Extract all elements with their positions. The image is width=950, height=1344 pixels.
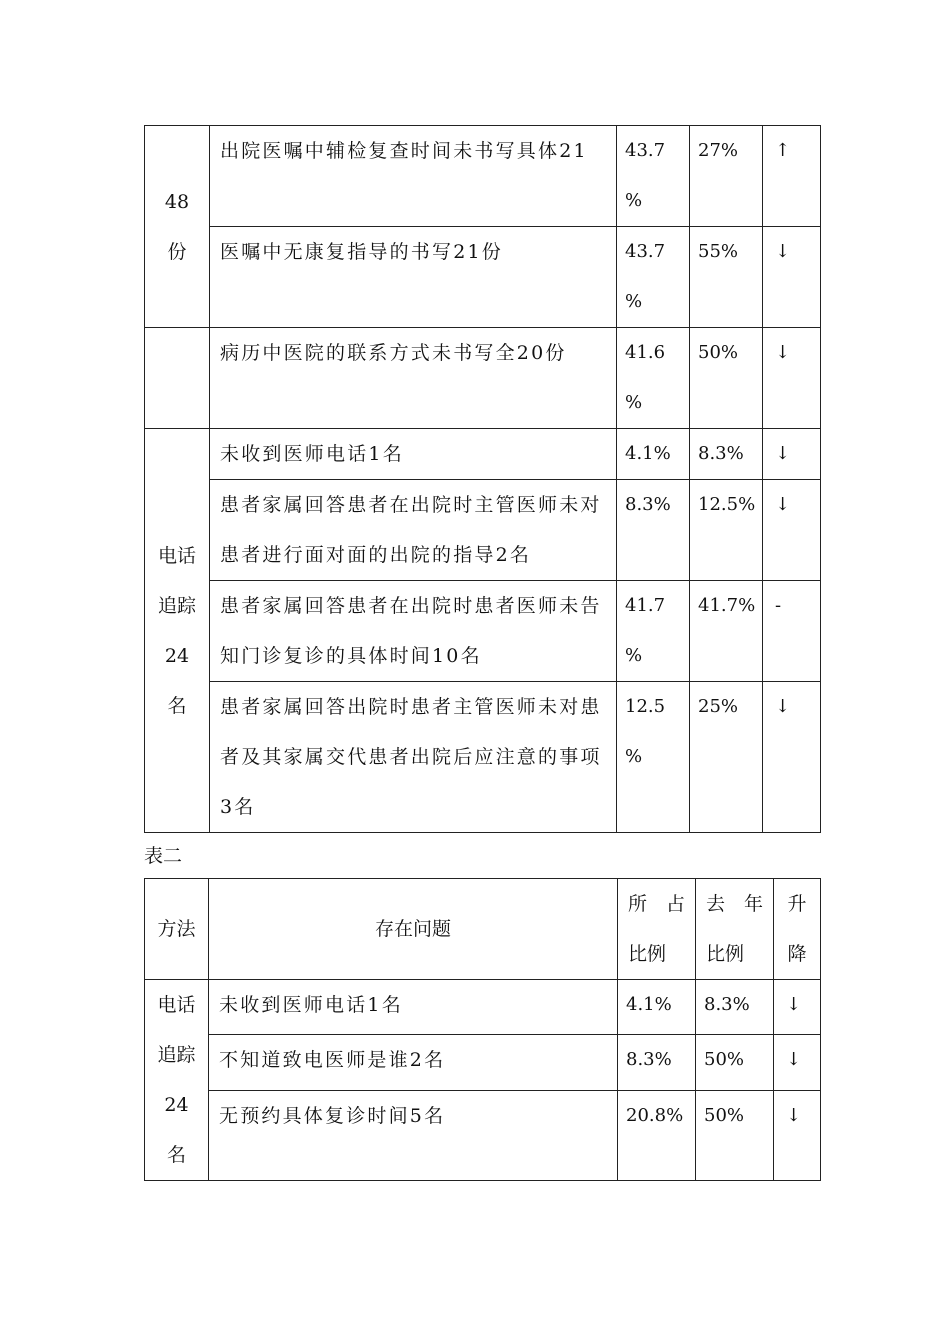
table-row — [145, 429, 821, 480]
table-row — [145, 227, 821, 328]
table-row — [145, 480, 821, 581]
table-row — [145, 980, 821, 1035]
table-row — [145, 682, 821, 833]
trend-down-icon: ↓ — [774, 1035, 821, 1090]
problem-cell: 未收到医师电话1名 — [209, 980, 618, 1035]
problem-cell: 患者家属回答患者在出院时患者医师未告知门诊复诊的具体时间10名 — [210, 581, 617, 682]
problems-table-2 — [144, 878, 821, 1181]
last-year-cell: 55% — [690, 227, 763, 328]
last-year-cell: 27% — [690, 126, 763, 227]
group-label: 电话 追踪 24 名 — [145, 980, 209, 1181]
last-year-cell: 41.7% — [690, 581, 763, 682]
table-header-row — [145, 879, 821, 980]
last-year-cell: 50% — [690, 328, 763, 429]
trend-down-icon: ↓ — [774, 980, 821, 1035]
table-row — [145, 328, 821, 429]
table-row — [145, 126, 821, 227]
group-label: 电话 追踪 24 名 — [145, 429, 210, 833]
ratio-cell: 4.1% — [618, 980, 696, 1035]
ratio-cell: 43.7 % — [617, 227, 690, 328]
problem-cell: 出院医嘱中辅检复查时间未书写具体21 — [210, 126, 617, 227]
trend-down-icon: ↓ — [774, 1090, 821, 1180]
table-caption: 表二 — [144, 845, 183, 867]
trend-down-icon: ↓ — [763, 480, 821, 581]
group-label — [145, 328, 210, 429]
ratio-cell: 43.7 % — [617, 126, 690, 227]
problem-cell: 患者家属回答出院时患者主管医师未对患者及其家属交代患者出院后应注意的事项3名 — [210, 682, 617, 833]
ratio-cell: 20.8% — [618, 1090, 696, 1180]
ratio-cell: 41.6 % — [617, 328, 690, 429]
header-method: 方法 — [145, 879, 209, 980]
header-ratio: 所 占 比例 — [618, 879, 696, 980]
last-year-cell: 50% — [696, 1035, 774, 1090]
ratio-cell: 8.3% — [617, 480, 690, 581]
trend-flat-icon: - — [763, 581, 821, 682]
trend-down-icon: ↓ — [763, 429, 821, 480]
problems-table-1 — [144, 125, 821, 833]
table-row — [145, 581, 821, 682]
group-label: 48 份 — [145, 126, 210, 328]
table-row — [145, 1090, 821, 1180]
ratio-cell: 4.1% — [617, 429, 690, 480]
problem-cell: 病历中医院的联系方式未书写全20份 — [210, 328, 617, 429]
problem-cell: 不知道致电医师是谁2名 — [209, 1035, 618, 1090]
last-year-cell: 12.5% — [690, 480, 763, 581]
problem-cell: 医嘱中无康复指导的书写21份 — [210, 227, 617, 328]
last-year-cell: 8.3% — [690, 429, 763, 480]
problem-cell: 未收到医师电话1名 — [210, 429, 617, 480]
table-row — [145, 1035, 821, 1090]
ratio-cell: 41.7 % — [617, 581, 690, 682]
ratio-cell: 12.5 % — [617, 682, 690, 833]
header-trend: 升 降 — [774, 879, 821, 980]
trend-up-icon: ↑ — [763, 126, 821, 227]
problem-cell: 患者家属回答患者在出院时主管医师未对患者进行面对面的出院的指导2名 — [210, 480, 617, 581]
problem-cell: 无预约具体复诊时间5名 — [209, 1090, 618, 1180]
header-problem: 存在问题 — [209, 879, 618, 980]
header-last-year: 去 年 比例 — [696, 879, 774, 980]
last-year-cell: 25% — [690, 682, 763, 833]
trend-down-icon: ↓ — [763, 328, 821, 429]
last-year-cell: 50% — [696, 1090, 774, 1180]
last-year-cell: 8.3% — [696, 980, 774, 1035]
trend-down-icon: ↓ — [763, 227, 821, 328]
ratio-cell: 8.3% — [618, 1035, 696, 1090]
trend-down-icon: ↓ — [763, 682, 821, 833]
